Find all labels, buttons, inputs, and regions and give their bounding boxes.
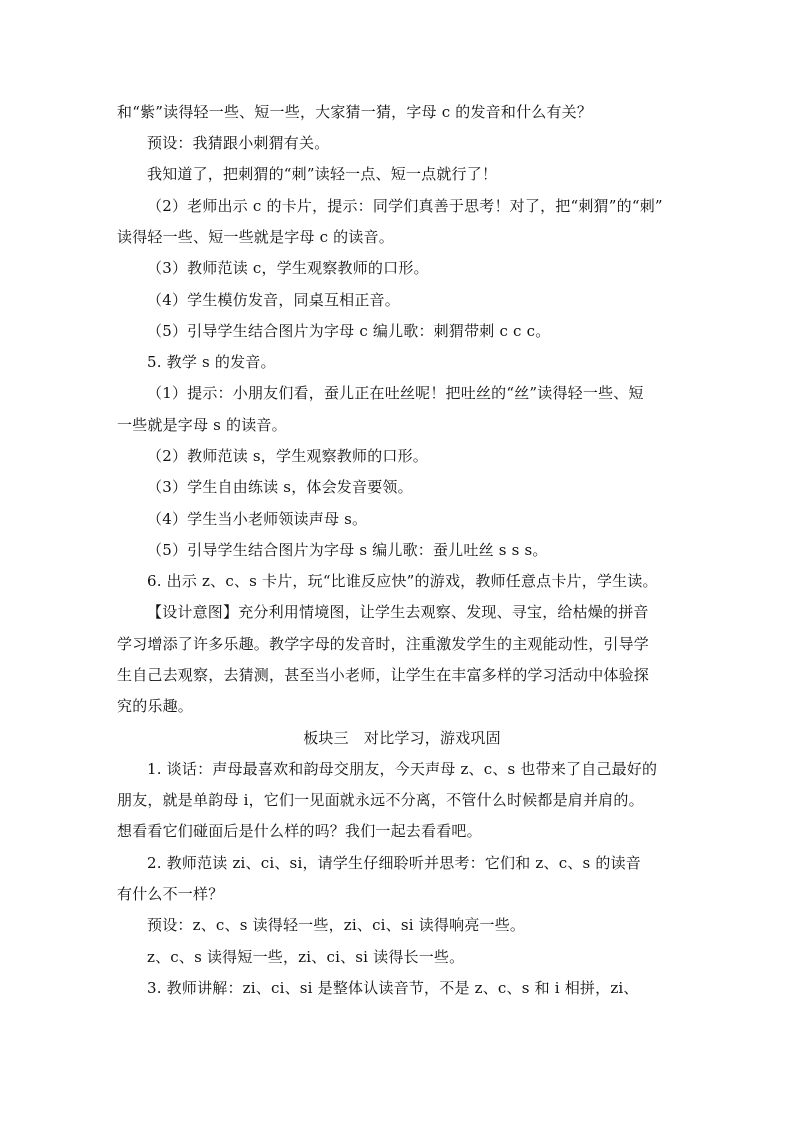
text-line: 一些就是字母 s 的读音。 xyxy=(117,416,287,434)
text-line: 6. 出示 z、c、s 卡片，玩“比谁反应快”的游戏，教师任意点卡片，学生读。 xyxy=(147,572,658,590)
design-intent-paragraph: 【设计意图】充分利用情境图，让学生去观察、发现、寻宝，给枯燥的拼音 xyxy=(147,603,649,621)
text-line: z、c、s 读得短一些，zi、ci、si 读得长一些。 xyxy=(147,948,465,966)
text-line: 2. 教师范读 zi、ci、si，请学生仔细聆听并思考：它们和 z、c、s 的读音 xyxy=(147,854,641,872)
text-line: （4）学生模仿发音，同桌互相正音。 xyxy=(147,291,400,309)
text-line: （2）老师出示 c 的卡片，提示：同学们真善于思考！对了，把“刺猬”的“刺” xyxy=(147,197,663,215)
text-line: 和“紫”读得轻一些、短一些，大家猜一猜，字母 c 的发音和什么有关？ xyxy=(117,103,593,121)
text-line: （1）提示：小朋友们看，蚕儿正在吐丝呢！把吐丝的“丝”读得轻一些、短 xyxy=(147,384,644,402)
text-line: 想看看它们碰面后是什么样的吗？我们一起去看看吧。 xyxy=(117,822,482,840)
text-line: 3. 教师讲解：zi、ci、si 是整体认读音节，不是 z、c、s 和 i 相拼，zi、 xyxy=(147,979,639,997)
text-line: （3）学生自由练读 s，体会发音要领。 xyxy=(147,478,413,496)
text-line: 学习增添了许多乐趣。教学字母的发音时，注重激发学生的主观能动性，引导学 xyxy=(117,635,650,653)
text-line: （5）引导学生结合图片为字母 c 编儿歌：刺猬带刺 c c c。 xyxy=(147,322,551,340)
text-line: 朋友，就是单韵母 i，它们一见面就永远不分离，不管什么时候都是肩并肩的。 xyxy=(117,791,644,809)
text-line: 预设：z、c、s 读得轻一些，zi、ci、si 读得响亮一些。 xyxy=(147,916,526,934)
text-line: （5）引导学生结合图片为字母 s 编儿歌：蚕儿吐丝 s s s。 xyxy=(147,541,548,559)
text-line: 生自己去观察，去猜测，甚至当小老师，让学生在丰富多样的学习活动中体验探 xyxy=(117,666,650,684)
text-line: 究的乐趣。 xyxy=(117,697,194,715)
text-line: 我知道了，把刺猬的“刺”读轻一点、短一点就行了！ xyxy=(147,165,498,183)
text-line: 预设：我猜跟小刺猬有关。 xyxy=(147,134,330,152)
section-heading: 5. 教学 s 的发音。 xyxy=(147,353,276,371)
text-line: （3）教师范读 c，学生观察教师的口形。 xyxy=(147,259,429,277)
text-line: （4）学生当小老师领读声母 s。 xyxy=(147,510,368,528)
text-line: 读得轻一些、短一些就是字母 c 的读音。 xyxy=(117,228,394,246)
text-line: （2）教师范读 s，学生观察教师的口形。 xyxy=(147,447,429,465)
text-line: 1. 谈话：声母最喜欢和韵母交朋友，今天声母 z、c、s 也带来了自己最好的 xyxy=(147,760,658,778)
section-title: 板块三 对比学习，游戏巩固 xyxy=(303,729,501,747)
text-line: 有什么不一样？ xyxy=(117,885,224,903)
